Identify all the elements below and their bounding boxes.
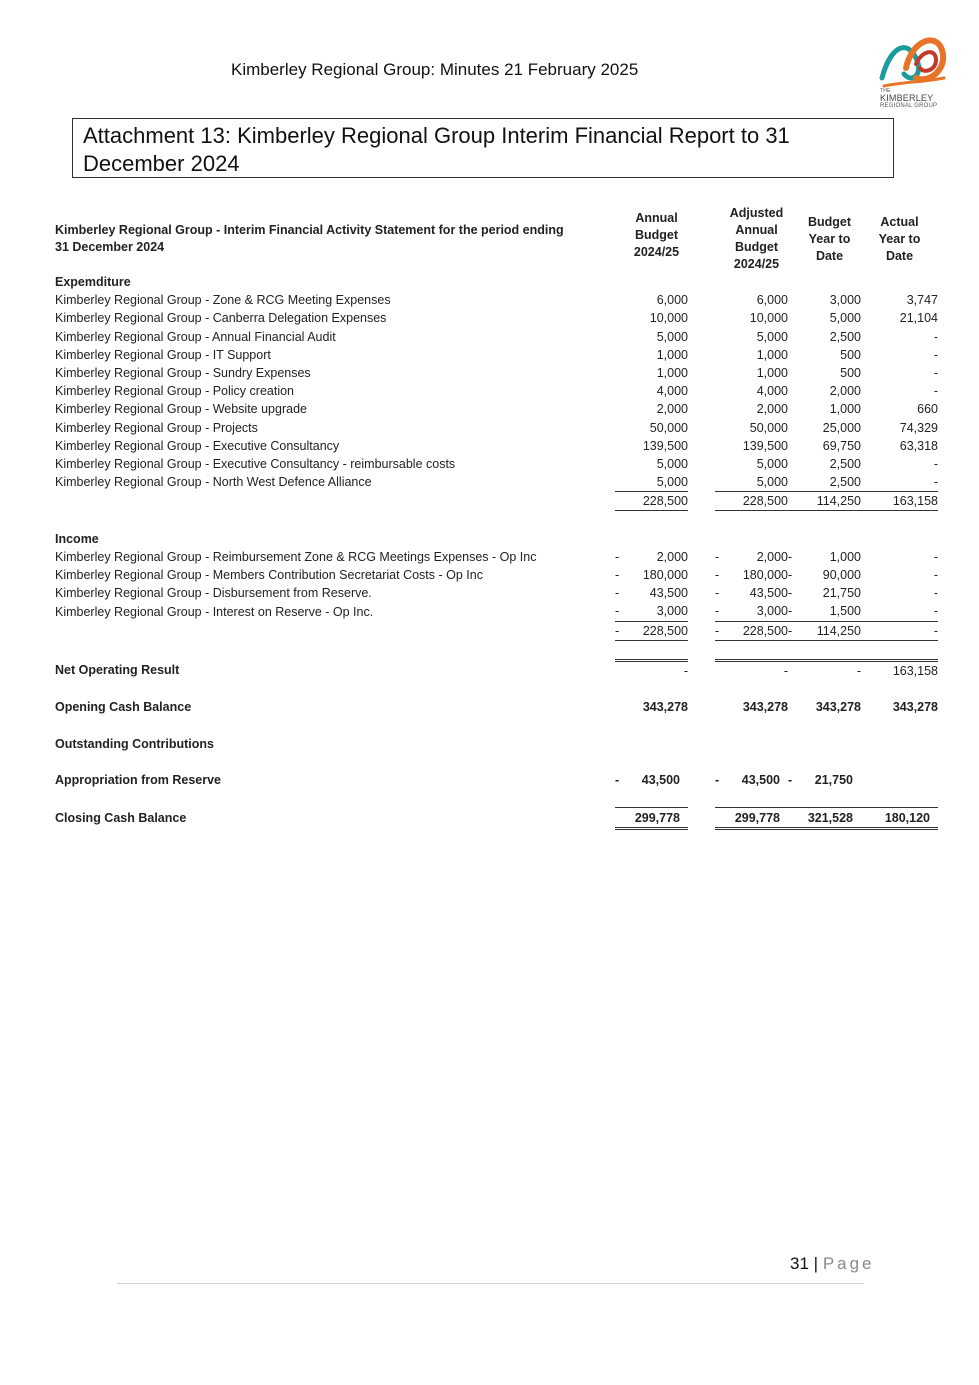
net-operating-c: - <box>798 660 861 680</box>
cell-annual-budget: 2,000 <box>656 549 688 564</box>
cell-actual-ytd: - <box>933 384 938 399</box>
cell-adjusted-budget: 2,000 <box>756 402 788 417</box>
header-actual-ytd-l2: Year to <box>878 231 921 246</box>
header-adjusted-budget-l1: Adjusted <box>729 206 784 220</box>
outstanding-contributions-row <box>55 735 938 753</box>
attachment-title-line2: December 2024 <box>83 151 240 176</box>
header-adjusted-budget-l2: Annual <box>735 223 778 237</box>
cell-actual-ytd: 660 <box>917 402 938 417</box>
cell-adjusted-budget: 5,000 <box>756 456 788 471</box>
table-row <box>55 346 938 364</box>
cell-adjusted-budget: 1,000 <box>756 347 788 362</box>
cell-sign: - <box>715 549 720 564</box>
header-annual-budget-l2: Budget <box>634 227 679 242</box>
table-row <box>55 328 938 346</box>
cell-adjusted-budget: 139,500 <box>742 438 788 453</box>
cell-actual-ytd: - <box>933 568 938 583</box>
opening-balance-label: Opening Cash Balance <box>55 700 192 715</box>
cell-sign: - <box>788 604 793 619</box>
cell-annual-budget: 6,000 <box>656 293 688 308</box>
net-operating-a: - <box>625 660 688 680</box>
cell-annual-budget: 2,000 <box>656 402 688 417</box>
attachment-title-line1: Attachment 13: Kimberley Regional Group Interim Financial Report to 31 <box>83 123 790 148</box>
row-label: Kimberley Regional Group - Policy creation <box>55 384 294 399</box>
row-label: Kimberley Regional Group - Interest on Reserve - Op Inc. <box>55 604 374 619</box>
income-label: Income <box>55 531 99 546</box>
cell-adjusted-budget: 3,000 <box>756 604 788 619</box>
table-title-line1: Kimberley Regional Group - Interim Financial Activity Statement for the period ending <box>55 223 564 237</box>
cell-annual-budget: 43,500 <box>649 586 688 601</box>
page-number: 31 <box>790 1254 809 1273</box>
appropriation-label: Appropriation from Reserve <box>55 773 222 788</box>
inc-total-b: 228,500 <box>725 621 788 640</box>
appropriation-b: 43,500 <box>741 773 780 788</box>
appropriation-a: 43,500 <box>641 773 680 788</box>
header-adjusted-budget <box>725 205 788 273</box>
net-operating-label: Net Operating Result <box>55 663 180 678</box>
cell-budget-ytd: 2,500 <box>829 329 861 344</box>
cell-annual-budget: 1,000 <box>656 366 688 381</box>
opening-balance-d: 343,278 <box>892 700 938 715</box>
row-label: Kimberley Regional Group - Reimbursement Zone & RCG Meetings Expenses - Op Inc <box>55 549 537 564</box>
cell-budget-ytd: 5,000 <box>829 311 861 326</box>
row-label: Kimberley Regional Group - Disbursement from Reserve. <box>55 586 372 601</box>
header-annual-budget <box>625 205 688 273</box>
cell-sign: - <box>788 586 793 601</box>
cell-budget-ytd: 21,750 <box>822 586 861 601</box>
cell-budget-ytd: 2,500 <box>829 456 861 471</box>
cell-annual-budget: 180,000 <box>642 568 688 583</box>
cell-sign: - <box>615 549 620 564</box>
appropriation-row <box>55 771 938 789</box>
appropriation-c: 21,750 <box>814 773 853 788</box>
table-row <box>55 291 938 309</box>
cell-budget-ytd: 69,750 <box>822 438 861 453</box>
cell-annual-budget: 5,000 <box>656 329 688 344</box>
attachment-title-box <box>72 118 894 178</box>
header-adjusted-budget-l3: Budget <box>734 240 779 254</box>
header-annual-budget-l1: Annual <box>635 210 678 225</box>
cell-budget-ytd: 500 <box>840 347 861 362</box>
cell-adjusted-budget: 4,000 <box>756 384 788 399</box>
cell-adjusted-budget: 6,000 <box>756 293 788 308</box>
page-word: Page <box>822 1254 875 1273</box>
table-row <box>55 419 938 437</box>
net-operating-row <box>55 660 938 680</box>
document-header-title: Kimberley Regional Group: Minutes 21 February 2025 <box>231 60 639 79</box>
inc-total-a-sign: - <box>615 621 625 640</box>
table-row <box>55 584 938 602</box>
table-row <box>55 437 938 455</box>
appropriation-a-sign: - <box>615 773 620 788</box>
logo-text-main: KIMBERLEY <box>880 93 934 103</box>
cell-budget-ytd: 1,000 <box>829 549 861 564</box>
cell-adjusted-budget: 180,000 <box>742 568 788 583</box>
cell-sign: - <box>715 568 720 583</box>
row-label: Kimberley Regional Group - North West Defence Alliance <box>55 475 372 490</box>
header-actual-ytd-l1: Actual <box>880 214 919 229</box>
cell-annual-budget: 5,000 <box>656 475 688 490</box>
cell-actual-ytd: - <box>933 549 938 564</box>
table-header-row <box>55 205 938 273</box>
inc-total-a: 228,500 <box>625 621 688 640</box>
header-annual-budget-l3: 2024/25 <box>633 244 680 259</box>
inc-total-c-sign: - <box>788 621 798 640</box>
opening-balance-a: 343,278 <box>642 700 688 715</box>
cell-sign: - <box>715 586 720 601</box>
cell-adjusted-budget: 10,000 <box>749 311 788 326</box>
table-row <box>55 382 938 400</box>
row-label: Kimberley Regional Group - Members Contribution Secretariat Costs - Op Inc <box>55 568 483 583</box>
cell-actual-ytd: 3,747 <box>906 293 938 308</box>
cell-annual-budget: 3,000 <box>656 604 688 619</box>
header-actual-ytd-l3: Date <box>885 248 914 263</box>
inc-total-d: - <box>861 621 938 640</box>
cell-actual-ytd: - <box>933 366 938 381</box>
cell-actual-ytd: - <box>933 329 938 344</box>
cell-actual-ytd: 74,329 <box>899 420 938 435</box>
cell-budget-ytd: 500 <box>840 366 861 381</box>
header-budget-ytd-l2: Year to <box>808 231 851 246</box>
income-section-row <box>55 530 938 548</box>
cell-actual-ytd: - <box>933 475 938 490</box>
cell-adjusted-budget: 50,000 <box>749 420 788 435</box>
header-actual-ytd <box>861 205 938 273</box>
expenditure-section-row <box>55 273 938 291</box>
cell-sign: - <box>715 604 720 619</box>
cell-actual-ytd: - <box>933 586 938 601</box>
cell-annual-budget: 4,000 <box>656 384 688 399</box>
cell-sign: - <box>615 586 620 601</box>
cell-annual-budget: 139,500 <box>642 438 688 453</box>
row-label: Kimberley Regional Group - Executive Consultancy - reimbursable costs <box>55 456 456 471</box>
closing-balance-c: 321,528 <box>798 808 861 828</box>
outstanding-contributions-label: Outstanding Contributions <box>55 736 215 751</box>
opening-balance-c: 343,278 <box>815 700 861 715</box>
cell-budget-ytd: 90,000 <box>822 568 861 583</box>
table-row <box>55 309 938 327</box>
cell-budget-ytd: 1,500 <box>829 604 861 619</box>
table-row <box>55 602 938 621</box>
header-budget-ytd <box>798 205 861 273</box>
header-budget-ytd-l1: Budget <box>807 214 852 229</box>
table-row <box>55 548 938 566</box>
row-label: Kimberley Regional Group - Annual Financial Audit <box>55 329 336 344</box>
table-row <box>55 473 938 492</box>
page-separator: | <box>813 1254 819 1273</box>
cell-sign: - <box>788 549 793 564</box>
expenditure-rows <box>55 291 938 492</box>
financial-statement-table <box>55 205 938 830</box>
cell-actual-ytd: - <box>933 456 938 471</box>
expenditure-total-row <box>55 492 938 511</box>
expenditure-label: Expemditure <box>55 275 131 290</box>
table-row <box>55 455 938 473</box>
cell-budget-ytd: 2,500 <box>829 475 861 490</box>
row-label: Kimberley Regional Group - Projects <box>55 420 258 435</box>
cell-actual-ytd: 21,104 <box>899 311 938 326</box>
header-adjusted-budget-l4: 2024/25 <box>733 257 780 271</box>
row-label: Kimberley Regional Group - Sundry Expenses <box>55 366 311 381</box>
logo-text-small: THE <box>880 88 891 94</box>
row-label: Kimberley Regional Group - Website upgrade <box>55 402 307 417</box>
header-budget-ytd-l3: Date <box>815 248 844 263</box>
inc-total-c: 114,250 <box>798 621 861 640</box>
cell-budget-ytd: 1,000 <box>829 402 861 417</box>
inc-total-b-sign: - <box>715 621 725 640</box>
cell-adjusted-budget: 2,000 <box>756 549 788 564</box>
cell-budget-ytd: 3,000 <box>829 293 861 308</box>
table-row <box>55 400 938 418</box>
appropriation-b-sign: - <box>715 773 720 788</box>
net-operating-b: - <box>725 660 788 680</box>
appropriation-c-sign: - <box>788 773 793 788</box>
row-label: Kimberley Regional Group - Canberra Delegation Expenses <box>55 311 387 326</box>
closing-balance-d: 180,120 <box>861 808 938 828</box>
cell-adjusted-budget: 43,500 <box>749 586 788 601</box>
closing-balance-label: Closing Cash Balance <box>55 811 187 826</box>
exp-total-b: 228,500 <box>725 492 788 511</box>
income-rows <box>55 548 938 621</box>
row-label: Kimberley Regional Group - Zone & RCG Meeting Expenses <box>55 293 391 308</box>
logo-text <box>880 88 937 110</box>
cell-budget-ytd: 25,000 <box>822 420 861 435</box>
cell-sign: - <box>788 568 793 583</box>
page-footer <box>790 1254 875 1274</box>
cell-actual-ytd: - <box>933 347 938 362</box>
cell-annual-budget: 10,000 <box>649 311 688 326</box>
footer-divider <box>117 1283 864 1284</box>
exp-total-a: 228,500 <box>625 492 688 511</box>
cell-sign: - <box>615 568 620 583</box>
opening-balance-b: 343,278 <box>742 700 788 715</box>
opening-balance-row <box>55 698 938 716</box>
exp-total-c: 114,250 <box>798 492 861 511</box>
net-operating-d: 163,158 <box>861 660 938 680</box>
cell-adjusted-budget: 5,000 <box>756 475 788 490</box>
table-title <box>55 205 615 273</box>
cell-budget-ytd: 2,000 <box>829 384 861 399</box>
closing-balance-b: 299,778 <box>725 808 788 828</box>
closing-balance-a: 299,778 <box>625 808 688 828</box>
cell-annual-budget: 5,000 <box>656 456 688 471</box>
cell-adjusted-budget: 1,000 <box>756 366 788 381</box>
table-title-line2: 31 December 2024 <box>55 240 165 254</box>
logo-text-sub: REGIONAL GROUP <box>880 103 938 109</box>
cell-actual-ytd: 63,318 <box>899 438 938 453</box>
cell-annual-budget: 50,000 <box>649 420 688 435</box>
cell-adjusted-budget: 5,000 <box>756 329 788 344</box>
closing-balance-row <box>55 808 938 828</box>
cell-actual-ytd: - <box>933 604 938 619</box>
row-label: Kimberley Regional Group - IT Support <box>55 347 271 362</box>
income-total-row <box>55 621 938 640</box>
table-row <box>55 364 938 382</box>
row-label: Kimberley Regional Group - Executive Consultancy <box>55 438 340 453</box>
table-row <box>55 566 938 584</box>
cell-sign: - <box>615 604 620 619</box>
cell-annual-budget: 1,000 <box>656 347 688 362</box>
exp-total-d: 163,158 <box>861 492 938 511</box>
